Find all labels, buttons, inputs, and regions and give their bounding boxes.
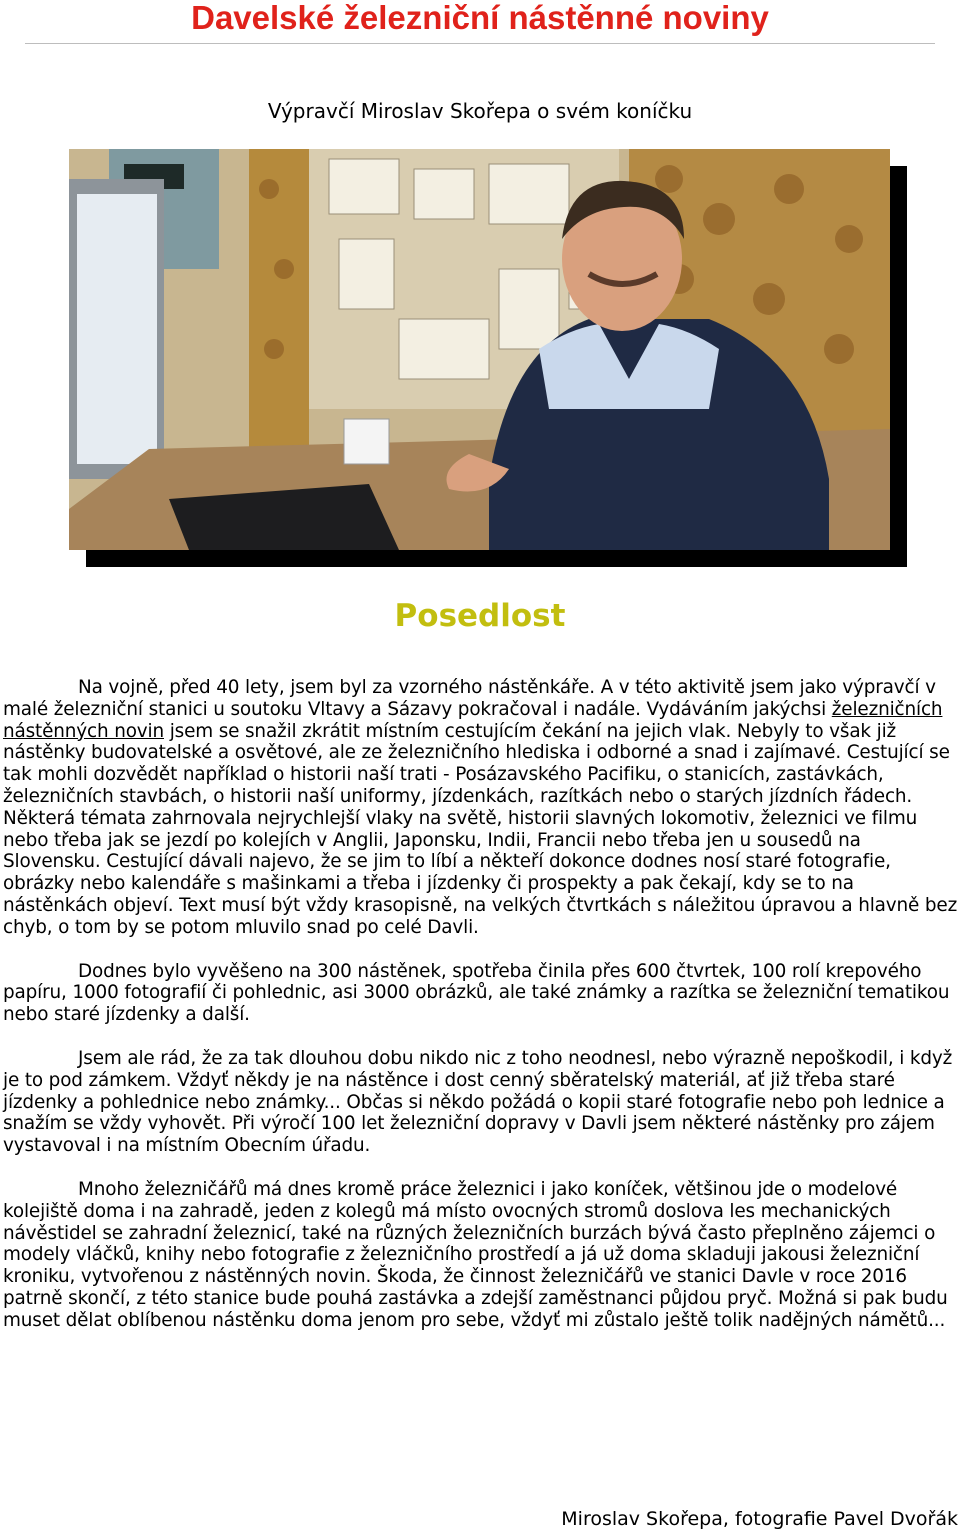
section-heading: Posedlost <box>394 598 566 634</box>
paragraph-1 <box>3 677 959 939</box>
wall-newspaper-link[interactable]: železničních nástěnných novin <box>3 698 943 742</box>
paragraph-1-text-a: Na vojně, před 40 lety, jsem byl za vzorného nástěnkáře. A v této aktivitě jsem jako výpravčí v malé železniční stanici u soutoku Vltavy a Sázavy pokračoval i nadále. Vydáváním jakýchsi <box>3 677 936 720</box>
paragraph-3: Jsem ale rád, že za tak dlouhou dobu nikdo nic z toho neodnesl, nebo výrazně nepoškodil, i když je to pod zámkem. Vždyť někdy je na nástěnce i dost cenný sběratelský materiál, ať již třeba staré jízdenky a pohlednice nebo známky... Občas si někdo požádá o kopii staré fotografie nebo poh lednice a snažím se vždy vyhovět. Při výročí 100 let železniční dopravy v Davli jsem některé nástěnky pro zájem vystavoval i na místním Obecním úřadu. <box>3 1047 953 1157</box>
paragraph-2: Dodnes bylo vyvěšeno na 300 nástěnek, spotřeba činila přes 600 čtvrtek, 100 rolí krepového papíru, 1000 fotografií či pohlednic, asi 3000 obrázků, ale také známky a razítka se železniční tematikou nebo staré jízdenky a další. <box>3 960 950 1026</box>
article-body <box>3 677 959 1354</box>
author-signature: Miroslav Skořepa, fotografie Pavel Dvořák <box>561 1508 958 1530</box>
article-subtitle: Výpravčí Miroslav Skořepa o svém koníčku <box>267 99 693 123</box>
paragraph-4: Mnoho železničářů má dnes kromě práce železnici i jako koníček, většinou jde o modelové kolejiště doma i na zahradě, jeden z kolegů má místo ovocných stromů doslova les mechanických návěstidel se zahradní železnicí, také na různých železničních burzách bývá často přeplněno zájemci o modely vláčků, knihy nebo fotografie z železničního prostředí a já už doma skladuji jakousi železniční kroniku, vytvořenou z nástěnných novin. Škoda, že činnost železničářů ve stanici Davle v roce 2016 patrně skončí, z této stanice bude pouhá zastávka a zdejší zaměstnanci půjdou pryč. Možná si pak budu muset dělat oblíbenou nástěnku doma jenom pro sebe, vždyť mi zůstalo ještě tolik nadějných námětů... <box>3 1178 948 1331</box>
photo-frame <box>69 149 907 567</box>
page-title: Davelské železniční nástěnné noviny <box>191 0 769 36</box>
portrait-photo-icon <box>69 149 890 550</box>
title-divider <box>25 43 935 44</box>
paragraph-1-text-b: jsem se snažil zkrátit místním cestujícím čekání na jejich vlak. Nebyly to však již nástěnky budovatelské a osvětové, ale ze železničního hlediska i odborné a snad i zajímavé. Cestující se tak mohli dozvědět například o historii naší trati - Posázavského Pacifiku, o stanicích, zastávkách, železničních stavbách, o historii naší uniformy, jízdenkách, razítkách nebo o starých jízdních řádech. Některá témata zahrnovala nejrychlejší vlaky na světě, historii slavných lokomotiv, železnici ve filmu nebo třeba jak se jezdí po kolejích v Anglii, Japonsku, Indii, Francii nebo třeba jen u sousedů na Slovensku. Cestující dávali najevo, že se jim to líbí a někteří dokonce dodnes nosí staré fotografie, obrázky nebo kalendáře s mašinkami a třeba i jízdenky či prospekty a pak čekají, kdy se to na nástěnkách objeví. Text musí být vždy krasopisně, na velkých čtvrtkách s náležitou úpravou a hlavně bez chyb, o tom by se potom mluvilo snad po celé Davli. <box>3 720 958 938</box>
